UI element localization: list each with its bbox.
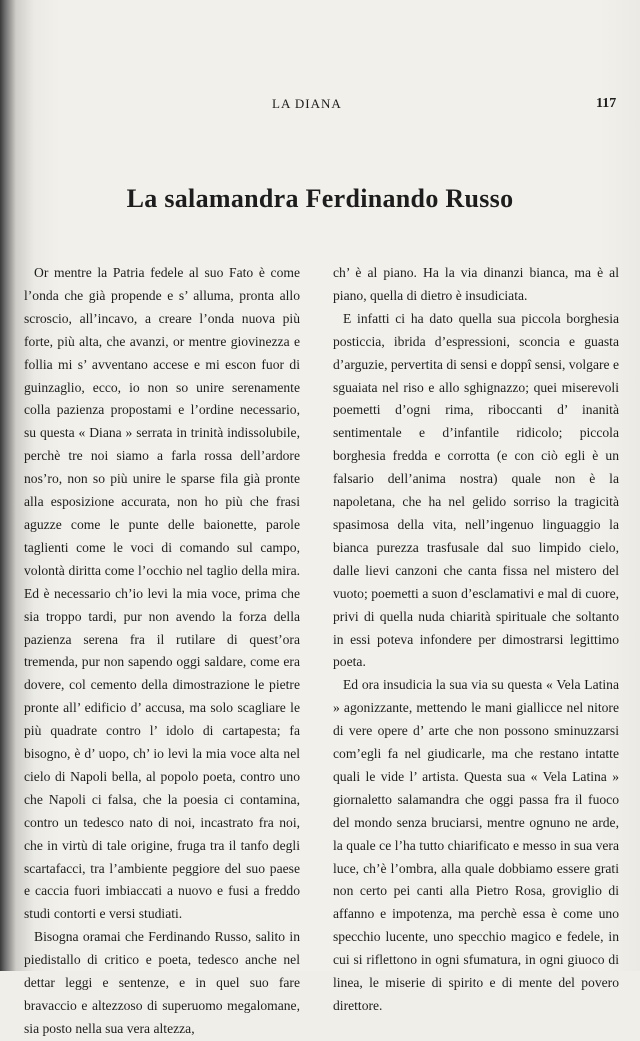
paragraph: Or mentre la Patria fedele al suo Fato è come l’onda che già propende e s’ alluma, pronta allo scroscio, all’incavo, a creare l’onda nuova più forte, più alta, che avanzi, or mentre giovinezza e follia mi s’ avventano accese e mi escon fuor di guinzaglio, ecco, io non so unire serenamente colla pazienza propostami e l’ordine necessario, su questa « Diana » serrata in trinità indissolubile, perchè tre noi siamo a farla rossa dell’ardore nos’ro, non so più unire le sparse fila già pronte alla esposizione accurata, non ho più che frasi aguzze come le punte delle baionette, parole taglienti come le voci di comando sul campo, volontà diritta come l’occhio nel taglio della mira. Ed è necessario ch’io levi la mia voce, prima che sia troppo tardi, pur non avendo la forza della pazienza serena fra il rutilare di quest’ora tremenda, pur non sapendo oggi saldare, come era dovere, col cemento della dimostrazione le pietre pronte all’ edificio d’ accusa, ma solo scagliare le più quadrate contro l’ idolo di cartapesta; fa bisogno, è d’ uopo, ch’ io levi la mia voce alta nel cielo di Napoli bella, al popolo poeta, contro uno che Napoli ci falsa, che la poesia ci contamina, contro un tedesco nato di noi, incastrato fra noi, che in virtù di tale origine, fruga tra il tanfo degli scartafacci, tra l’ambiente peggiore del suo paese e caccia fuori imbiaccati a nuovo e fusi a freddo studi contorti e versi studiati. xyxy=(24,265,300,922)
paragraph: E infatti ci ha dato quella sua piccola borghesia posticcia, ibrida d’espressioni, sconcia e guasta d’arguzie, pervertita di sensi e doppî sensi, volgare e sguaiata nel riso e allo sghignazzo; quei miserevoli poemetti d’ogni rima, riboccanti d’ inanità sentimentale e d’infantile ridicolo; piccola borghesia fredda e corrotta (e con ciò egli è un falsario dell’anima nostra) quale non è la napoletana, che ha nel gelido sorriso la tragicità spasimosa della vita, nell’ingenuo linguaggio la bianca purezza trasfusale dal suo limpido cielo, dalle lievi canzoni che canta fissa nel mistero del vuoto; poemetti a suon d’esclamativi e mal di cuore, privi di quella nuda chiarità spirituale che soltanto in essi poteva infondere per dimostrarsi legittimo poeta. xyxy=(333,310,619,670)
paragraph: Ed ora insudicia la sua via su questa « Vela Latina » agonizzante, mettendo le mani giallicce nel nitore di vere opere d’ arte che non possono sminuzzarsi com’egli fa nel giudicarle, ma che restano intatte quali le vide l’ artista. Questa sua « Vela Latina » giornaletto salamandra che oggi passa fra il fuoco del mondo senza bruciarsi, mentre ognuno ne arde, la quale ce l’ha tutto chiarificato e messo in sua vera luce, ch’è l’ombra, alla quale dobbiamo essere grati non certo pei canti alla Pietro Rosa, groviglio di affanno e impotenza, ma perchè essa è come uno specchio lucente, uno specchio magico e fedele, in cui si riflettono in ogni sfumatura, in ogni giuoco di linea, le miserie di spirito e di mente del povero direttore. xyxy=(333,677,619,1013)
left-column xyxy=(24,262,300,1041)
journal-name: LA DIANA xyxy=(272,96,342,111)
article-title: La salamandra Ferdinando Russo xyxy=(126,184,514,213)
right-column xyxy=(333,262,619,1018)
page-number: 117 xyxy=(596,96,617,111)
paragraph: ch’ è al piano. Ha la via dinanzi bianca, ma è al piano, quella di dietro è insudiciata. xyxy=(333,265,619,303)
running-head xyxy=(0,96,640,116)
paragraph: Bisogna oramai che Ferdinando Russo, salito in piedistallo di critico e poeta, tedesco anche nel dettar leggi e sentenze, e in quel suo fare bravaccio e altezzoso di superuomo megalomane, sia posto nella sua vera altezza, xyxy=(24,929,300,1036)
